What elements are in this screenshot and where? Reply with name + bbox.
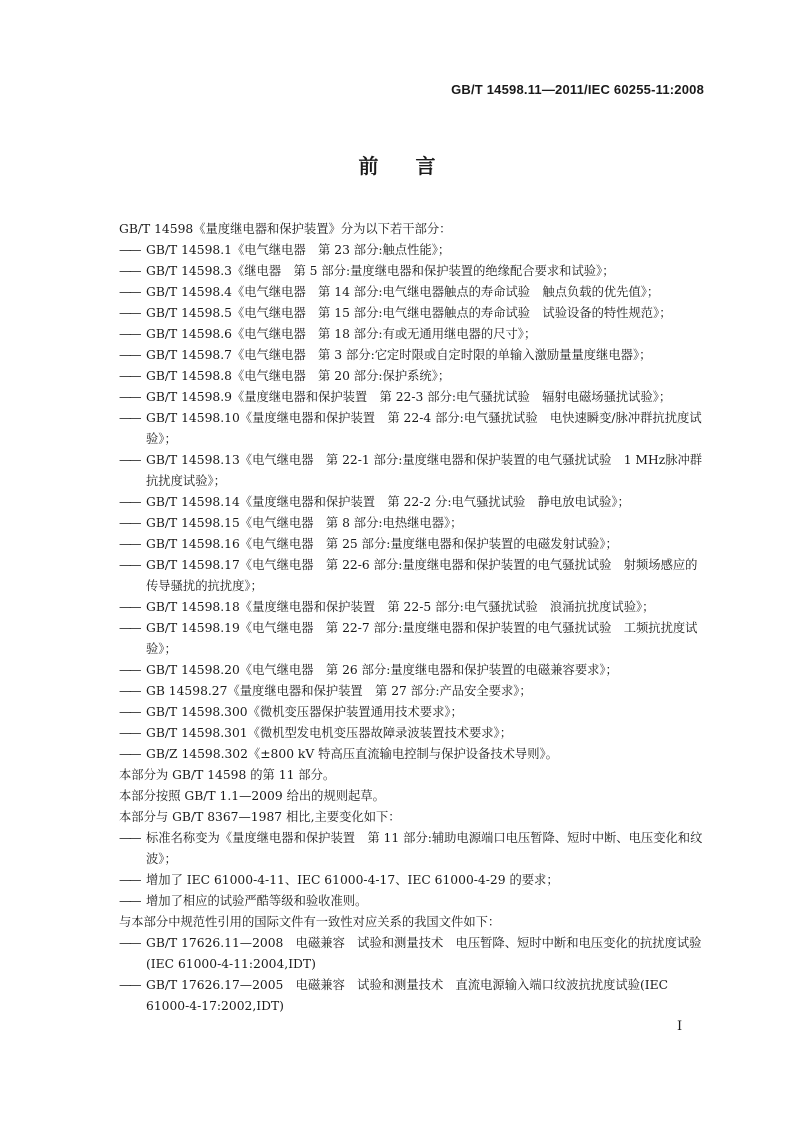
part-item: [119, 492, 707, 513]
change-item-text: 增加了 IEC 61000-4-11、IEC 61000-4-17、IEC 61000-4-29 的要求；: [146, 873, 559, 887]
part-item-text: GB/T 14598.9《量度继电器和保护装置 第 22-3 部分:电气骚扰试验 辐射电磁场骚扰试验》；: [146, 390, 672, 404]
list-dash: ——: [119, 390, 140, 404]
list-dash: ——: [119, 684, 140, 698]
part-item-text: GB/T 14598.17《电气继电器 第 22-6 部分:量度继电器和保护装置的电气骚扰试验 射频场感应的传导骚扰的抗扰度》；: [146, 558, 698, 593]
part-item-text: GB/T 14598.6《电气继电器 第 18 部分:有或无通用继电器的尺寸》；: [146, 327, 537, 341]
part-item-text: GB 14598.27《量度继电器和保护装置 第 27 部分:产品安全要求》；: [146, 684, 532, 698]
part-item-text: GB/T 14598.19《电气继电器 第 22-7 部分:量度继电器和保护装置的电气骚扰试验 工频抗扰度试验》；: [146, 621, 698, 656]
part-item-text: GB/T 14598.4《电气继电器 第 14 部分:电气继电器触点的寿命试验 触点负载的优先值》；: [146, 285, 660, 299]
correspondence-item-text: GB/T 17626.17—2005 电磁兼容 试验和测量技术 直流电源输入端口纹波抗扰度试验(IEC 61000-4-17:2002,IDT): [146, 978, 669, 1013]
list-dash: ——: [119, 306, 140, 320]
page-number: I: [677, 1019, 683, 1034]
list-dash: ——: [119, 705, 140, 719]
list-dash: ——: [119, 831, 140, 845]
part-item-text: GB/T 14598.1《电气继电器 第 23 部分:触点性能》；: [146, 243, 451, 257]
correspondence-intro: 与本部分中规范性引用的国际文件有一致性对应关系的我国文件如下：: [119, 915, 501, 929]
list-dash: ——: [119, 873, 140, 887]
part-item-text: GB/T 14598.13《电气继电器 第 22-1 部分:量度继电器和保护装置的电气骚扰试验 1 MHz脉冲群抗扰度试验》；: [146, 453, 703, 488]
part-item: [119, 408, 707, 450]
change-item: [119, 870, 707, 891]
list-dash: ——: [119, 264, 140, 278]
list-dash: ——: [119, 285, 140, 299]
correspondence-list: [119, 933, 707, 1017]
list-dash: ——: [119, 243, 140, 257]
part-item-text: GB/T 14598.15《电气继电器 第 8 部分:电热继电器》；: [146, 516, 463, 530]
list-dash: ——: [119, 747, 140, 761]
parts-list: [119, 240, 707, 765]
statement-rules: 本部分按照 GB/T 1.1—2009 给出的规则起草。: [119, 789, 385, 803]
part-item-text: GB/T 14598.300《微机变压器保护装置通用技术要求》；: [146, 705, 463, 719]
list-dash: ——: [119, 411, 140, 425]
correspondence-item: [119, 975, 707, 1017]
intro-paragraph: GB/T 14598《量度继电器和保护装置》分为以下若干部分：: [119, 222, 452, 236]
statement-part: 本部分为 GB/T 14598 的第 11 部分。: [119, 768, 336, 782]
list-dash: ——: [119, 369, 140, 383]
part-item: [119, 324, 707, 345]
foreword-body: [119, 219, 707, 1017]
standard-code-header: GB/T 14598.11—2011/IEC 60255-11:2008: [451, 82, 704, 97]
part-item: [119, 261, 707, 282]
changes-list: [119, 828, 707, 912]
correspondence-item-text: GB/T 17626.11—2008 电磁兼容 试验和测量技术 电压暂降、短时中断和电压变化的抗扰度试验(IEC 61000-4-11:2004,IDT): [146, 936, 702, 971]
part-item-text: GB/T 14598.3《继电器 第 5 部分:量度继电器和保护装置的绝缘配合要求和试验》；: [146, 264, 615, 278]
part-item-text: GB/T 14598.5《电气继电器 第 15 部分:电气继电器触点的寿命试验 试验设备的特性规范》；: [146, 306, 672, 320]
list-dash: ——: [119, 348, 140, 362]
list-dash: ——: [119, 621, 140, 635]
list-dash: ——: [119, 453, 140, 467]
list-dash: ——: [119, 537, 140, 551]
part-item: [119, 282, 707, 303]
page-title: 前 言: [358, 154, 436, 178]
part-item: [119, 387, 707, 408]
part-item: [119, 660, 707, 681]
change-item-text: 增加了相应的试验严酷等级和验收准则。: [146, 894, 368, 908]
change-item: [119, 828, 707, 870]
list-dash: ——: [119, 558, 140, 572]
part-item: [119, 597, 707, 618]
part-item-text: GB/T 14598.7《电气继电器 第 3 部分:它定时限或自定时限的单输入激励量量度继电器》；: [146, 348, 652, 362]
list-dash: ——: [119, 495, 140, 509]
part-item: [119, 681, 707, 702]
part-item-text: GB/T 14598.16《电气继电器 第 25 部分:量度继电器和保护装置的电磁发射试验》；: [146, 537, 618, 551]
part-item: [119, 702, 707, 723]
list-dash: ——: [119, 516, 140, 530]
part-item: [119, 450, 707, 492]
part-item: [119, 345, 707, 366]
list-dash: ——: [119, 600, 140, 614]
list-dash: ——: [119, 327, 140, 341]
part-item-text: GB/T 14598.14《量度继电器和保护装置 第 22-2 分:电气骚扰试验 静电放电试验》；: [146, 495, 630, 509]
part-item: [119, 555, 707, 597]
change-item: [119, 891, 707, 912]
list-dash: ——: [119, 936, 140, 950]
part-item: [119, 366, 707, 387]
part-item: [119, 618, 707, 660]
part-item: [119, 240, 707, 261]
part-item: [119, 744, 707, 765]
part-item: [119, 723, 707, 744]
part-item-text: GB/Z 14598.302《±800 kV 特高压直流输电控制与保护设备技术导则》。: [146, 747, 558, 761]
part-item-text: GB/T 14598.8《电气继电器 第 20 部分:保护系统》；: [146, 369, 451, 383]
part-item: [119, 534, 707, 555]
list-dash: ——: [119, 726, 140, 740]
list-dash: ——: [119, 894, 140, 908]
part-item: [119, 513, 707, 534]
list-dash: ——: [119, 978, 140, 992]
part-item-text: GB/T 14598.18《量度继电器和保护装置 第 22-5 部分:电气骚扰试验 浪涌抗扰度试验》；: [146, 600, 655, 614]
part-item-text: GB/T 14598.20《电气继电器 第 26 部分:量度继电器和保护装置的电磁兼容要求》；: [146, 663, 618, 677]
part-item-text: GB/T 14598.301《微机型发电机变压器故障录波装置技术要求》；: [146, 726, 512, 740]
changes-intro: 本部分与 GB/T 8367—1987 相比,主要变化如下：: [119, 810, 401, 824]
change-item-text: 标准名称变为《量度继电器和保护装置 第 11 部分:辅助电源端口电压暂降、短时中断、电压变化和纹波》；: [146, 831, 703, 866]
list-dash: ——: [119, 663, 140, 677]
part-item: [119, 303, 707, 324]
correspondence-item: [119, 933, 707, 975]
part-item-text: GB/T 14598.10《量度继电器和保护装置 第 22-4 部分:电气骚扰试验 电快速瞬变/脉冲群抗扰度试验》；: [146, 411, 702, 446]
